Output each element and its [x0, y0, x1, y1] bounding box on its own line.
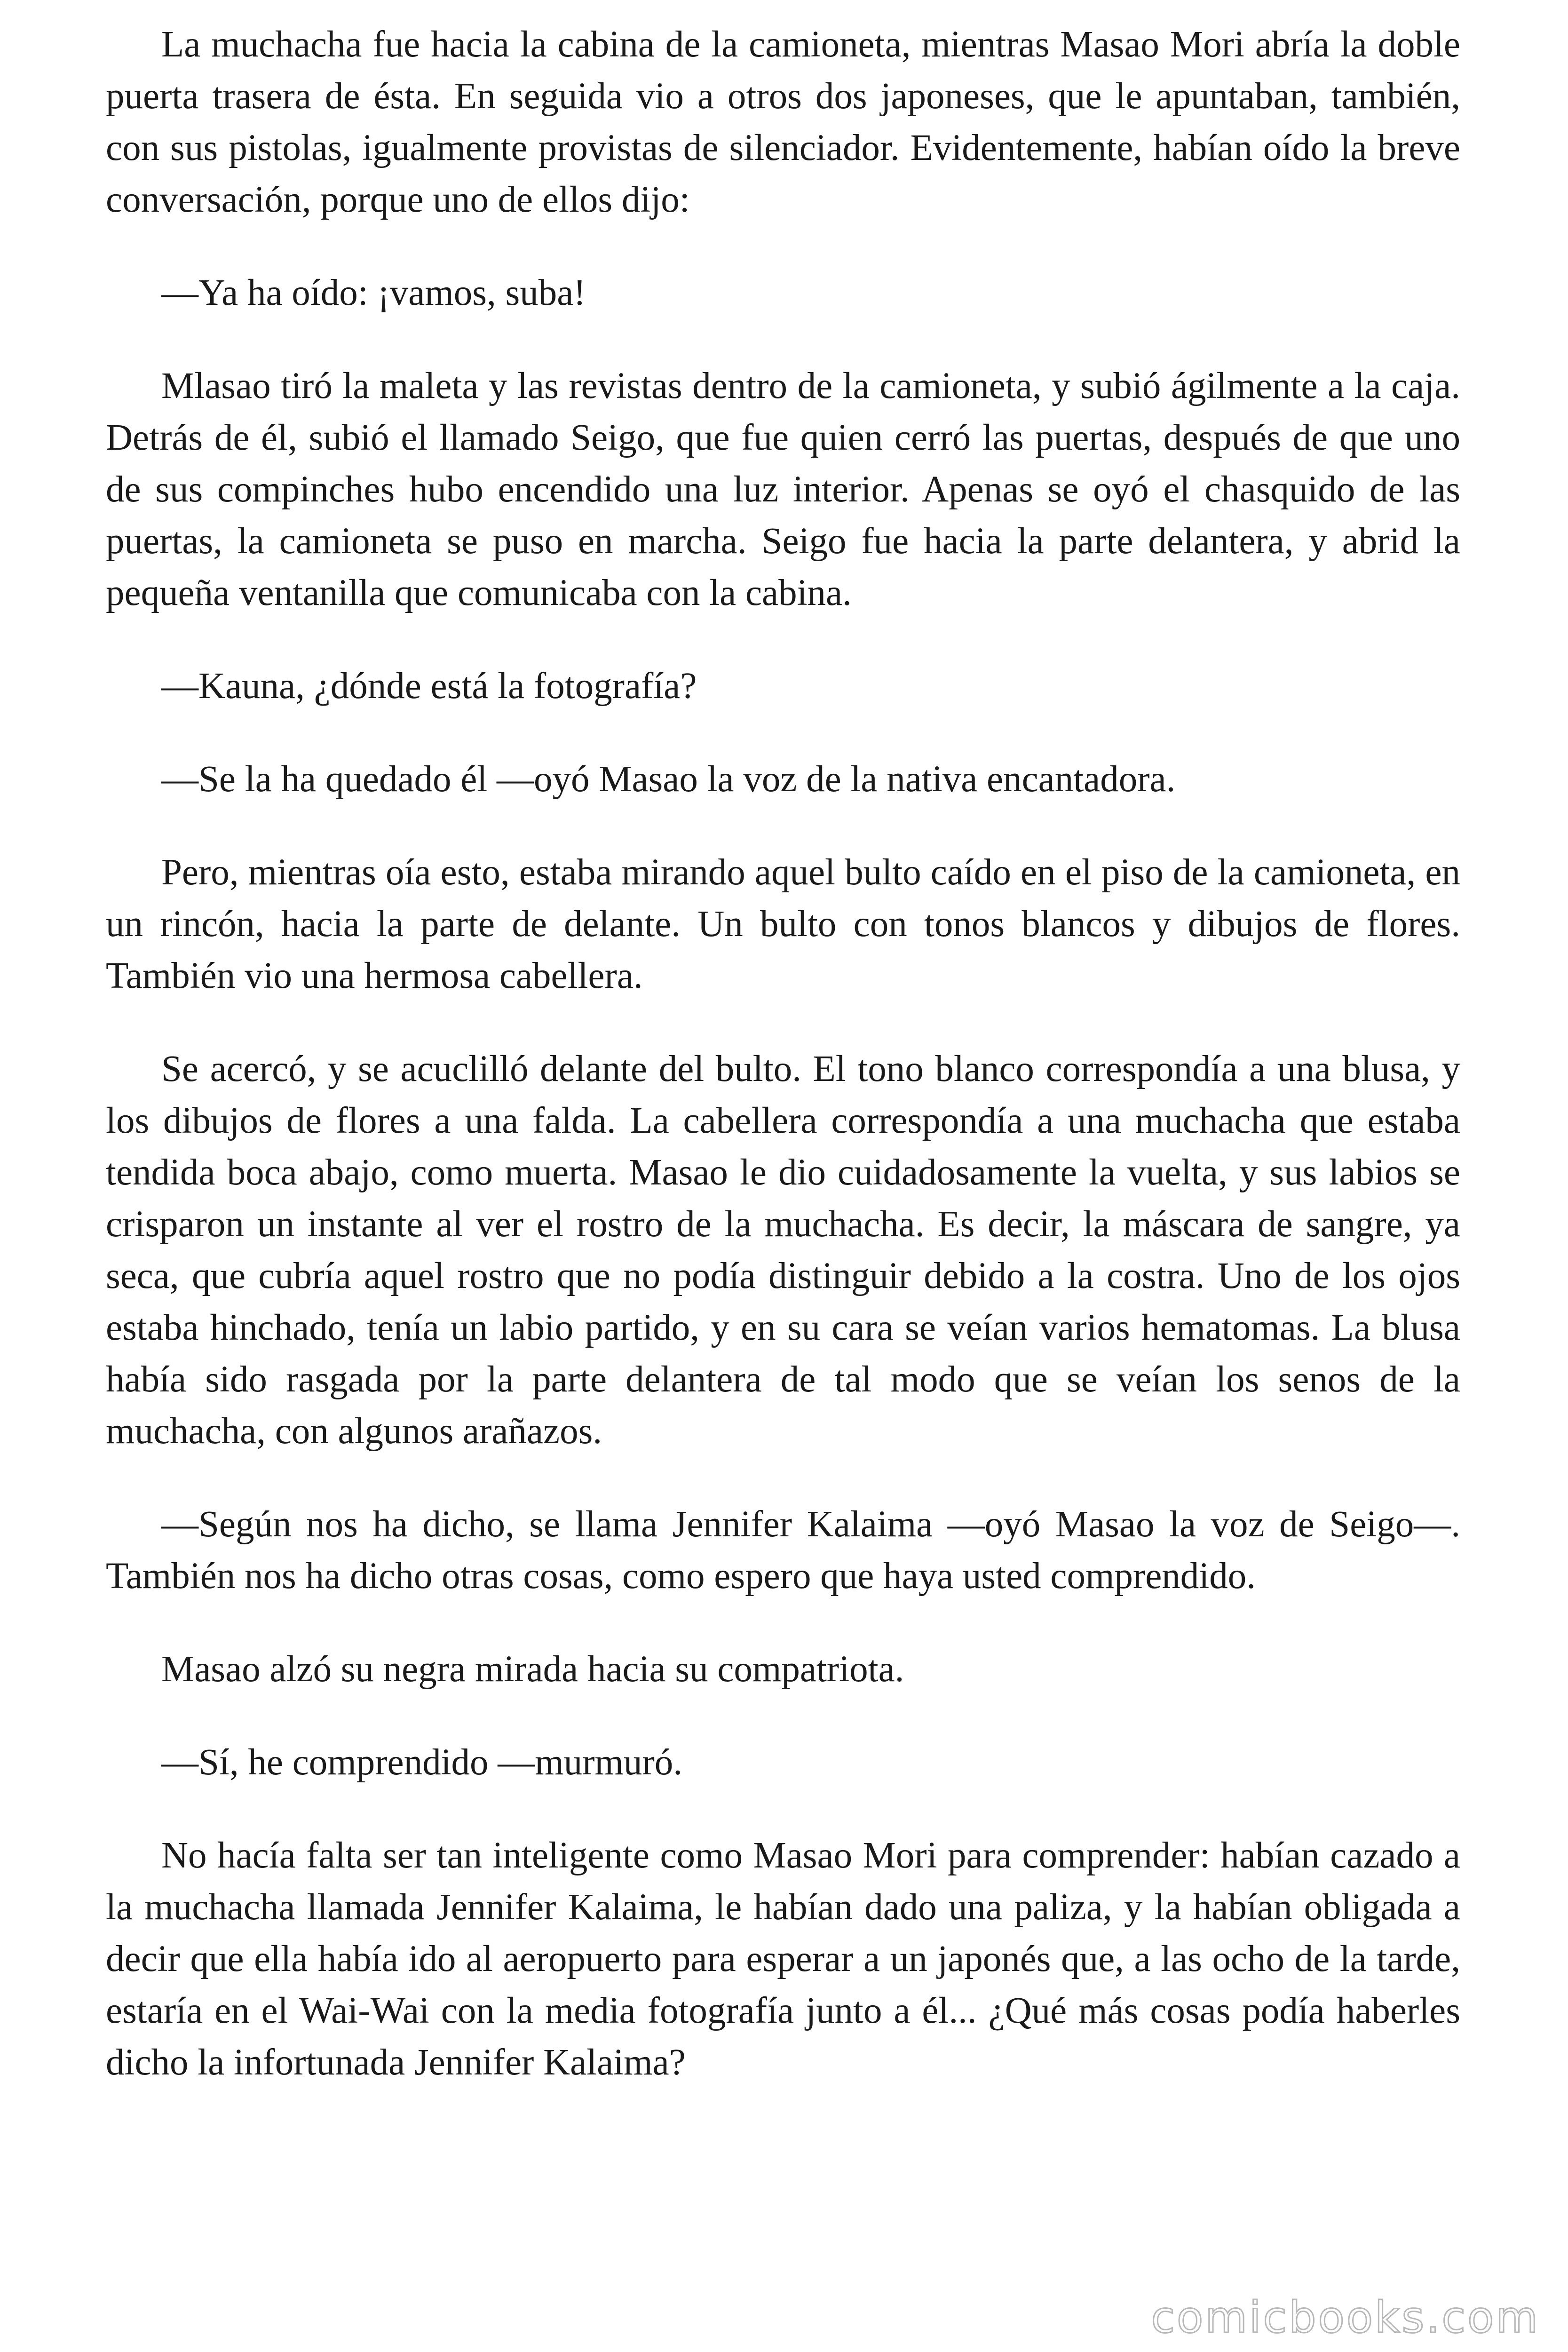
paragraph: Pero, mientras oía esto, estaba mirando aquel bulto caído en el piso de la camioneta, en un rincón, hacia la parte de delante. Un bulto con tonos blancos y dibujos de flores. También vio una hermosa cabellera. — [106, 852, 1460, 996]
paragraph: Masao alzó su negra mirada hacia su compatriota. — [161, 1649, 904, 1690]
paragraph: Mlasao tiró la maleta y las revistas dentro de la camioneta, y subió ágilmente a la caja. Detrás de él, subió el llamado Seigo, que fue quien cerró las puertas, después de que uno de sus compinches hubo encendido una luz interior. Apenas se oyó el chasquido de las puertas, la camioneta se puso en marcha. Seigo fue hacia la parte delantera, y abrid la pequeña ventanilla que comunicaba con la cabina. — [106, 366, 1460, 613]
paragraph: —Según nos ha dicho, se llama Jennifer Kalaima —oyó Masao la voz de Seigo—. También nos ha dicho otras cosas, como espero que haya usted comprendido. — [106, 1504, 1460, 1597]
paragraph: —Se la ha quedado él —oyó Masao la voz de la nativa encantadora. — [161, 759, 1176, 800]
paragraph: No hacía falta ser tan inteligente como Masao Mori para comprender: habían cazado a la muchacha llamada Jennifer Kalaima, le habían dado una paliza, y la habían obligada a decir que ella había ido al aeropuerto para esperar a un japonés que, a las ocho de la tarde, estaría en el Wai-Wai con la media fotografía junto a él... ¿Qué más cosas podía haberles dicho la infortunada Jennifer Kalaima? — [106, 1835, 1460, 2083]
paragraph: Se acercó, y se acuclilló delante del bulto. El tono blanco correspondía a una blusa, y los dibujos de flores a una falda. La cabellera correspondía a una muchacha que estaba tendida boca abajo, como muerta. Masao le dio cuidadosamente la vuelta, y sus labios se crisparon un instante al ver el rostro de la muchacha. Es decir, la máscara de sangre, ya seca, que cubría aquel rostro que no podía distinguir debido a la costra. Uno de los ojos estaba hinchado, tenía un labio partido, y en su cara se veían varios hematomas. La blusa había sido rasgada por la parte delantera de tal modo que se veían los senos de la muchacha, con algunos arañazos. — [106, 1049, 1460, 1452]
watermark: comicbooks.com — [1151, 2292, 1540, 2343]
paragraph: —Sí, he comprendido —murmuró. — [161, 1742, 683, 1783]
paragraph: —Ya ha oído: ¡vamos, suba! — [161, 272, 586, 313]
paragraph: La muchacha fue hacia la cabina de la camioneta, mientras Masao Mori abría la doble puerta trasera de ésta. En seguida vio a otros dos japoneses, que le apuntaban, también, con sus pistolas, igualmente provistas de silenciador. Evidentemente, habían oído la breve conversación, porque uno de ellos dijo: — [106, 24, 1460, 220]
paragraph: —Kauna, ¿dónde está la fotografía? — [161, 666, 697, 707]
document-page — [106, 19, 1460, 2089]
